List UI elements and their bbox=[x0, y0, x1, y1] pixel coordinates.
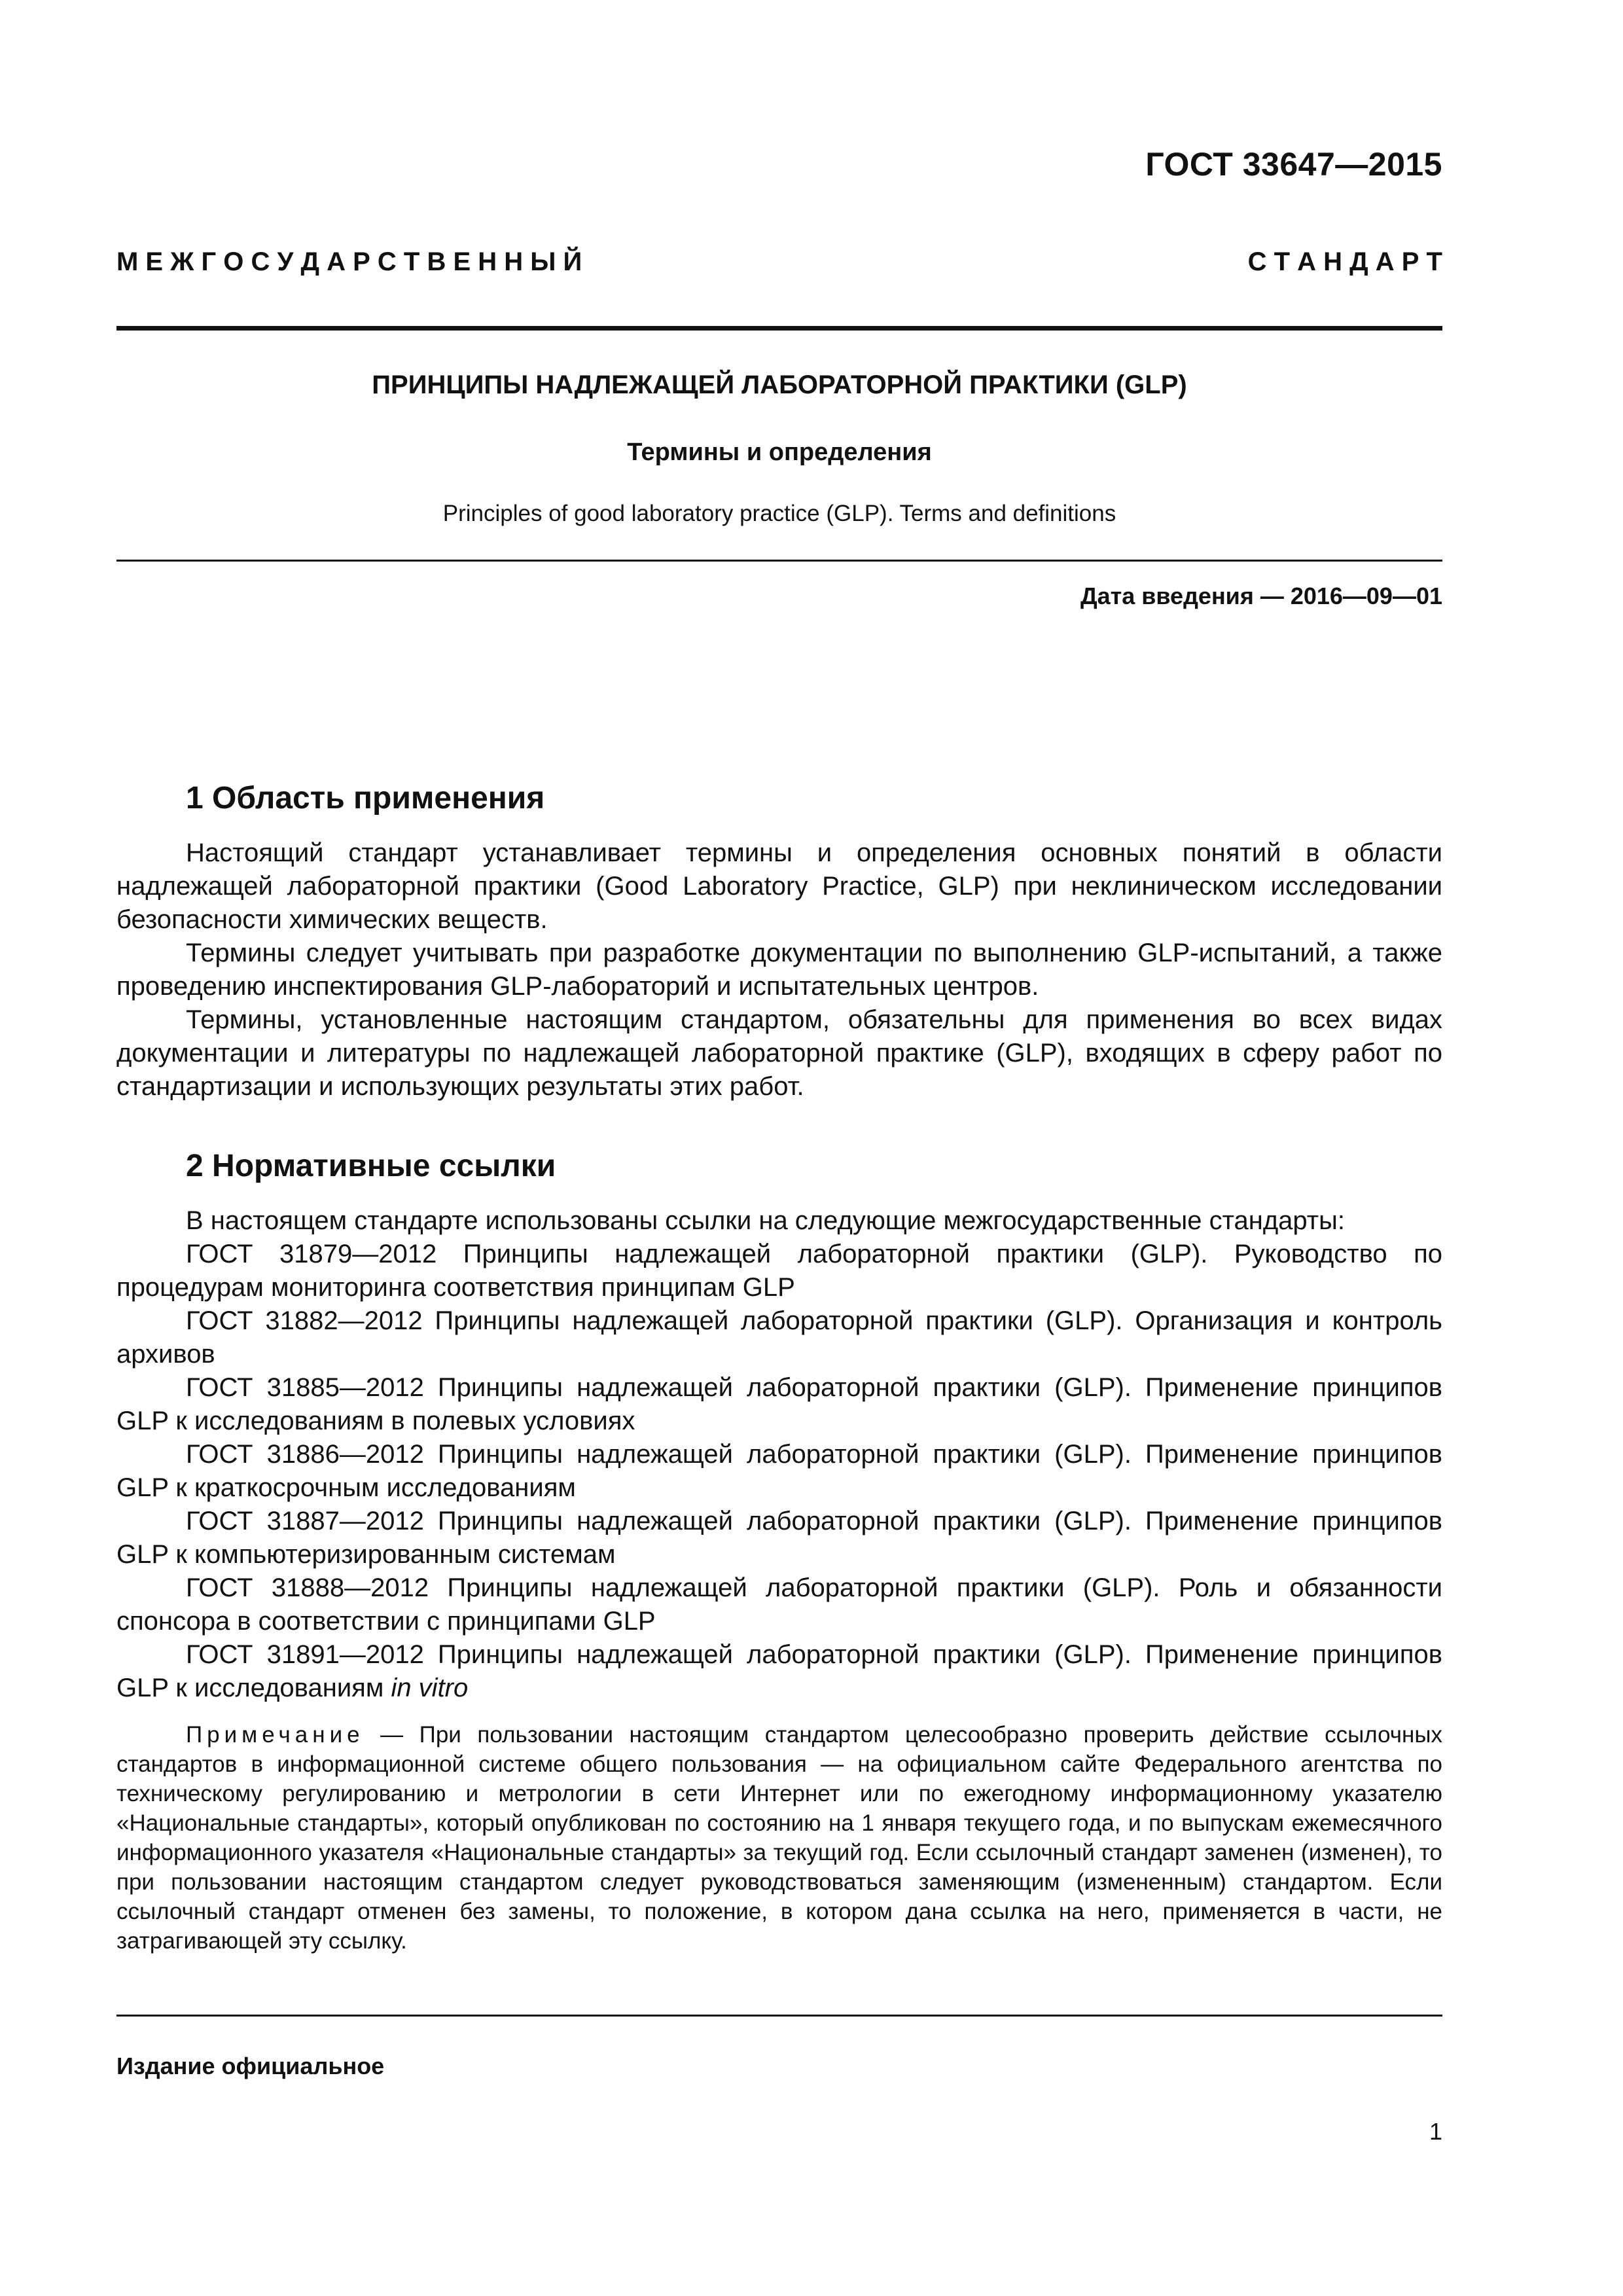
reference-item: ГОСТ 31882—2012 Принципы надлежащей лабораторной практики (GLP). Организация и контроль архивов bbox=[116, 1306, 1442, 1369]
section-scope bbox=[116, 779, 1442, 1103]
document-subtitle: Термины и определения bbox=[627, 439, 932, 466]
reference-item: ГОСТ 31879—2012 Принципы надлежащей лабораторной практики (GLP). Руководство по процедурам мониторинга соответствия принципам GLP bbox=[116, 1240, 1442, 1302]
section-heading: 2 Нормативные ссылки bbox=[186, 1149, 556, 1183]
introduction-date: Дата введения — 2016—09—01 bbox=[1080, 583, 1442, 609]
standard-type-heading bbox=[116, 247, 1442, 277]
reference-item: ГОСТ 31887—2012 Принципы надлежащей лабораторной практики (GLP). Применение принципов GLP к компьютеризированным системам bbox=[116, 1507, 1442, 1569]
note-label: Примечание bbox=[186, 1722, 365, 1748]
reference-text: ГОСТ 31891—2012 Принципы надлежащей лабораторной практики (GLP). Применение принципов GLP к исследованиям bbox=[116, 1640, 1442, 1702]
title-rule bbox=[116, 560, 1442, 562]
reference-item: ГОСТ 31885—2012 Принципы надлежащей лабораторной практики (GLP). Применение принципов GLP к исследованиям в полевых условиях bbox=[116, 1373, 1442, 1435]
document-title: ПРИНЦИПЫ НАДЛЕЖАЩЕЙ ЛАБОРАТОРНОЙ ПРАКТИКИ (GLP) bbox=[372, 370, 1187, 399]
page-number: 1 bbox=[1429, 2118, 1442, 2145]
standard-type-word-interstate: М Е Ж Г О С У Д А Р С Т В Е Н Н Ы Й bbox=[116, 247, 582, 276]
official-edition-label: Издание официальное bbox=[116, 2053, 385, 2079]
section-heading: 1 Область применения bbox=[186, 781, 545, 816]
section-normative-references bbox=[116, 1147, 1442, 1705]
reference-item bbox=[116, 1638, 1442, 1705]
reference-italic-term: in vitro bbox=[391, 1674, 469, 1702]
footer-rule bbox=[116, 2015, 1442, 2017]
section-paragraph: Настоящий стандарт устанавливает термины и определения основных понятий в области надлежащей лабораторной практики (Good Laboratory Practice, GLP) при неклиническом исследовании безопасности химических веществ. bbox=[116, 838, 1442, 934]
note-paragraph bbox=[116, 1720, 1442, 1956]
standard-type-word-standard: С Т А Н Д А Р Т bbox=[1247, 247, 1442, 276]
standard-designation: ГОСТ 33647—2015 bbox=[1145, 146, 1442, 183]
note-text: — При пользовании настоящим стандартом целесообразно проверить действие ссылочных стандартов в информационной системе общего пользования — на официальном сайте Федерального агентства по техническому регулированию и метрологии в сети Интернет или по ежегодному информационному указателю «Национальные стандарты», который опубликован по состоянию на 1 января текущего года, и по выпускам ежемесячного информационного указателя «Национальные стандарты» за текущий год. Если ссылочный стандарт заменен (изменен), то при пользовании настоящим стандартом следует руководствоваться заменяющим (измененным) стандартом. Если ссылочный стандарт отменен без замены, то положение, в котором дана ссылка на него, применяется в части, не затрагивающей эту ссылку. bbox=[116, 1722, 1442, 1954]
section-paragraph: В настоящем стандарте использованы ссылки на следующие межгосударственные стандарты: bbox=[186, 1206, 1345, 1235]
section-paragraph: Термины, установленные настоящим стандартом, обязательны для применения во всех видах документации и литературы по надлежащей лабораторной практике (GLP), входящих в сферу работ по стандартизации и использующих результаты этих работ. bbox=[116, 1005, 1442, 1101]
header-rule bbox=[116, 326, 1442, 331]
reference-item: ГОСТ 31886—2012 Принципы надлежащей лабораторной практики (GLP). Применение принципов GLP к краткосрочным исследованиям bbox=[116, 1440, 1442, 1502]
section-paragraph: Термины следует учитывать при разработке документации по выполнению GLP-испытаний, а также проведению инспектирования GLP-лабораторий и испытательных центров. bbox=[116, 939, 1442, 1001]
reference-item: ГОСТ 31888—2012 Принципы надлежащей лабораторной практики (GLP). Роль и обязанности спонсора в соответствии с принципами GLP bbox=[116, 1573, 1442, 1636]
document-title-english: Principles of good laboratory practice (GLP). Terms and definitions bbox=[442, 501, 1116, 526]
